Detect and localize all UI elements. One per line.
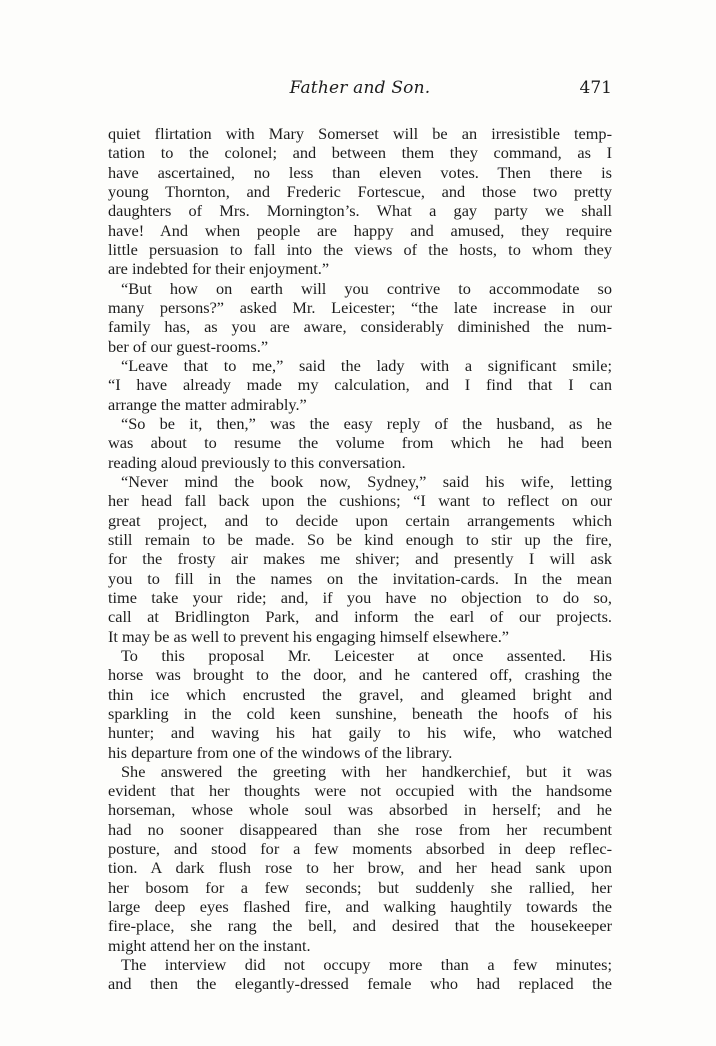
- text-line: sparkling in the cold keen sunshine, beneath the hoofs of his: [108, 703, 612, 723]
- text-line: for the frosty air makes me shiver; and presently I will ask: [108, 549, 612, 569]
- running-head: Father and Son.: [289, 78, 431, 98]
- text-line: “I have already made my calculation, and I find that I can: [108, 375, 612, 395]
- text-line: She answered the greeting with her handkerchief, but it was: [121, 761, 612, 781]
- text-line: fire-place, she rang the bell, and desired that the housekeeper: [108, 916, 612, 936]
- text-line: tion. A dark flush rose to her brow, and her head sank upon: [108, 858, 612, 878]
- text-line: tation to the colonel; and between them they command, as I: [108, 143, 612, 163]
- text-line: arrange the matter admirably.”: [108, 394, 307, 414]
- text-line: thin ice which encrusted the gravel, and gleamed bright and: [108, 684, 612, 704]
- text-line: you to fill in the names on the invitation-cards. In the mean: [108, 568, 612, 588]
- text-line: “So be it, then,” was the easy reply of the husband, as he: [121, 413, 612, 433]
- text-line: have ascertained, no less than eleven votes. Then there is: [108, 162, 612, 182]
- text-line: hunter; and waving his hat gaily to his wife, who watched: [108, 723, 612, 743]
- text-line: might attend her on the instant.: [108, 935, 311, 955]
- page-number: 471: [579, 78, 612, 98]
- text-line: To this proposal Mr. Leicester at once assented. His: [121, 645, 612, 665]
- text-line: and then the elegantly-dressed female who had replaced the: [108, 974, 612, 994]
- text-line: large deep eyes flashed fire, and walking haughtily towards the: [108, 897, 612, 917]
- body-text: [108, 124, 612, 994]
- text-line: young Thornton, and Frederic Fortescue, and those two pretty: [108, 181, 612, 201]
- text-line: her bosom for a few seconds; but suddenly she rallied, her: [108, 877, 612, 897]
- text-line: “Never mind the book now, Sydney,” said his wife, letting: [121, 471, 612, 491]
- text-line: family has, as you are aware, considerably diminished the num-: [108, 317, 612, 337]
- text-line: horse was brought to the door, and he cantered off, crashing the: [108, 665, 612, 685]
- text-line: time take your ride; and, if you have no objection to do so,: [108, 587, 612, 607]
- text-line: daughters of Mrs. Mornington’s. What a gay party we shall: [108, 201, 612, 221]
- text-line: great project, and to decide upon certain arrangements which: [108, 510, 612, 530]
- text-line: her head fall back upon the cushions; “I want to reflect on our: [108, 491, 612, 511]
- text-line: still remain to be made. So be kind enough to stir up the fire,: [108, 529, 612, 549]
- text-line: posture, and stood for a few moments absorbed in deep reflec-: [108, 839, 612, 859]
- text-line: The interview did not occupy more than a few minutes;: [121, 955, 612, 975]
- text-line: had no sooner disappeared than she rose from her recumbent: [108, 819, 612, 839]
- text-line: have! And when people are happy and amused, they require: [108, 220, 612, 240]
- text-line: horseman, whose whole soul was absorbed in herself; and he: [108, 800, 612, 820]
- text-line: reading aloud previously to this conversation.: [108, 452, 406, 472]
- text-line: It may be as well to prevent his engaging himself elsewhere.”: [108, 626, 510, 646]
- text-line: call at Bridlington Park, and inform the earl of our projects.: [108, 607, 612, 627]
- text-line: evident that her thoughts were not occupied with the handsome: [108, 781, 612, 801]
- text-line: “But how on earth will you contrive to accommodate so: [121, 278, 612, 298]
- text-line: ber of our guest-rooms.”: [108, 336, 269, 356]
- text-line: many persons?” asked Mr. Leicester; “the late increase in our: [108, 297, 612, 317]
- page-header: [108, 78, 612, 104]
- text-line: quiet flirtation with Mary Somerset will be an irresistible temp-: [108, 124, 612, 143]
- text-line: are indebted for their enjoyment.”: [108, 259, 330, 279]
- text-line: was about to resume the volume from which he had been: [108, 433, 612, 453]
- text-line: his departure from one of the windows of the library.: [108, 742, 453, 762]
- text-line: “Leave that to me,” said the lady with a significant smile;: [121, 355, 612, 375]
- text-line: little persuasion to fall into the views of the hosts, to whom they: [108, 239, 612, 259]
